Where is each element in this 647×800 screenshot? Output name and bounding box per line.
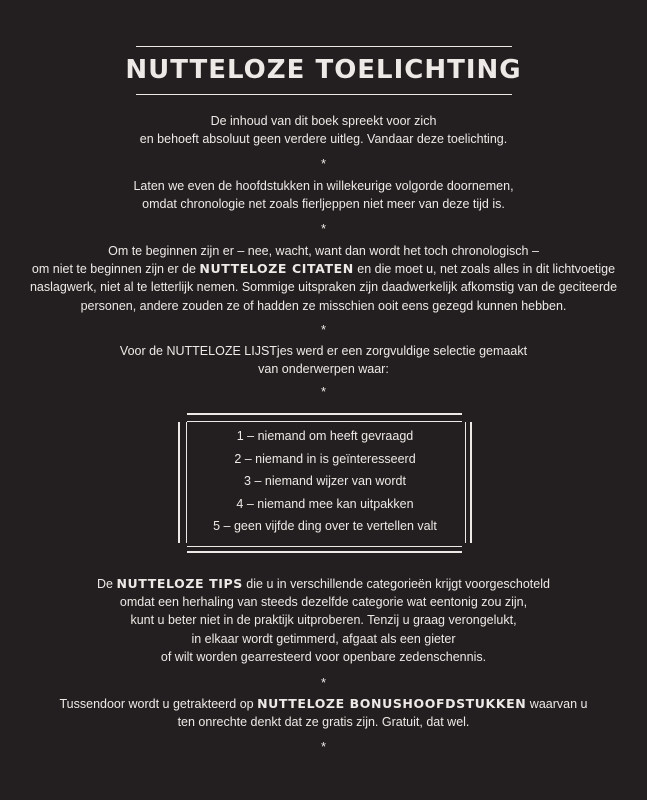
list-item: 2 – niemand in is geïnteresseerd — [234, 451, 416, 466]
frame-corner-notch — [462, 412, 472, 422]
separator-asterisk: * — [320, 675, 327, 690]
text-fragment: om niet te beginnen zijn er de — [31, 262, 200, 277]
list-item: 4 – niemand mee kan uitpakken — [236, 496, 414, 511]
text-line: of wilt worden gearresteerd voor openbare zedenschennis. — [160, 649, 487, 664]
separator-asterisk: * — [320, 739, 327, 754]
text-line: personen, andere zouden ze of hadden ze misschien ooit eens gezegd kunnen hebben. — [80, 298, 567, 313]
text-line — [0, 695, 647, 713]
text-fragment: waarvan u — [526, 697, 588, 711]
page-title: NUTTELOZE TOELICHTING — [125, 55, 522, 85]
text-line: en behoeft absoluut geen verdere uitleg. Vandaar deze toelichting. — [139, 132, 508, 147]
title-rule-top — [136, 46, 512, 47]
text-fragment: De — [97, 577, 117, 591]
citaten-paragraph — [0, 242, 647, 315]
title-rule-bottom — [136, 94, 512, 95]
text-fragment: Tussendoor wordt u getrakteerd op — [59, 697, 258, 711]
text-line: omdat chronologie net zoals fierljeppen niet meer van deze tijd is. — [142, 197, 505, 212]
chapters-paragraph — [0, 177, 647, 213]
list-item: 3 – niemand wijzer van wordt — [244, 474, 406, 488]
separator-asterisk: * — [320, 384, 327, 399]
intro-paragraph — [0, 112, 647, 148]
text-line: kunt u beter niet in de praktijk uitproberen. Tenzij u graag verongelukt, — [130, 613, 517, 628]
text-line: Om te beginnen zijn er – nee, wacht, want dan wordt het toch chronologisch – — [108, 244, 539, 258]
text-line: Laten we even de hoofdstukken in willekeurige volgorde doornemen, — [133, 179, 514, 193]
text-line: Voor de NUTTELOZE LIJSTjes werd er een zorgvuldige selectie gemaakt — [119, 344, 528, 358]
list-item: 1 – niemand om heeft gevraagd — [236, 429, 414, 443]
frame-corner-notch — [462, 543, 472, 553]
text-fragment: die u in verschillende categorieën krijgt voorgeschoteld — [242, 577, 550, 591]
tips-paragraph — [0, 575, 647, 666]
bonus-paragraph — [0, 695, 647, 731]
text-line: van onderwerpen waar: — [258, 362, 389, 377]
separator-asterisk: * — [320, 156, 327, 171]
text-line: omdat een herhaling van steeds dezelfde categorie wat eentonig zou zijn, — [119, 595, 528, 610]
section-name-bonushoofdstukken: NUTTELOZE BONUSHOOFDSTUKKEN — [257, 696, 527, 711]
text-line: in elkaar wordt getimmerd, afgaat als een gieter — [191, 631, 456, 646]
text-line: naslagwerk, niet al te letterlijk nemen. Sommige uitspraken zijn daadwerkelijk afkomstig van de geciteerde — [29, 280, 618, 295]
section-name-citaten: NUTTELOZE CITATEN — [199, 261, 354, 277]
frame-corner-notch — [177, 412, 187, 422]
text-line — [0, 575, 647, 593]
section-name-tips: NUTTELOZE TIPS — [116, 576, 243, 591]
lijstjes-paragraph — [0, 342, 647, 378]
text-line — [0, 260, 647, 278]
topics-list — [178, 425, 472, 538]
text-line: ten onrechte denkt dat ze gratis zijn. Gratuit, dat wel. — [177, 715, 470, 730]
text-line: De inhoud van dit boek spreekt voor zich — [210, 114, 437, 128]
text-fragment: en die moet u, net zoals alles in dit lichtvoetige — [353, 262, 616, 277]
separator-asterisk: * — [320, 221, 327, 236]
list-item: 5 – geen vijfde ding over te vertellen valt — [213, 519, 437, 533]
frame-corner-notch — [177, 543, 187, 553]
separator-asterisk: * — [320, 322, 327, 337]
